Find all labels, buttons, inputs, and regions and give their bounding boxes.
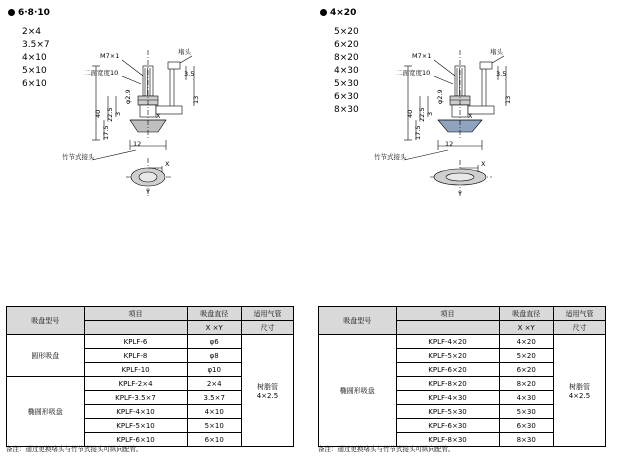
cell-dim: 4×20 [499, 335, 553, 349]
cell-dim: 3.5×7 [187, 391, 241, 405]
list-item: 5×30 [334, 79, 359, 89]
label-22-5: 22.5 [418, 107, 426, 122]
right-header-label: 4×20 [330, 8, 357, 18]
th-tube-line2: 尺寸 [241, 321, 293, 335]
cell-dim: 4×10 [187, 405, 241, 419]
cell-model: KPLF-10 [84, 363, 187, 377]
label-40: 40 [406, 109, 414, 118]
label-13: 13 [504, 95, 512, 104]
label-width-across-flats: 二面宽度10 [84, 69, 119, 77]
cell-dim: 8×20 [499, 377, 553, 391]
cell-dim: 5×20 [499, 349, 553, 363]
th-item-blank [396, 321, 499, 335]
cell-model: KPLF-5×30 [396, 405, 499, 419]
cell-model: KPLF-6×30 [396, 419, 499, 433]
th-model: 吸盘型号 [319, 307, 397, 335]
table-row [319, 335, 606, 349]
cell-dim: φ8 [187, 349, 241, 363]
left-drawing [0, 0, 312, 210]
label-12: 12 [445, 140, 454, 148]
cell-dim: 2×4 [187, 377, 241, 391]
cell-model: KPLF-3.5×7 [84, 391, 187, 405]
list-item: 3.5×7 [22, 40, 50, 50]
list-item: 2×4 [22, 27, 41, 37]
list-item: 6×10 [22, 79, 47, 89]
left-spec-table [6, 306, 294, 447]
th-item: 项目 [396, 307, 499, 321]
cell-model: KPLF-4×20 [396, 335, 499, 349]
th-item: 项目 [84, 307, 187, 321]
label-width-across-flats: 二面宽度10 [396, 69, 431, 77]
th-diameter-line1: 吸盘直径 [499, 307, 553, 321]
cell-dim: 5×30 [499, 405, 553, 419]
cell-model: KPLF-8×20 [396, 377, 499, 391]
label-12: 12 [133, 140, 142, 148]
th-diameter-line1: 吸盘直径 [187, 307, 241, 321]
label-3: 3 [426, 111, 434, 116]
cell-model: KPLF-8 [84, 349, 187, 363]
th-diameter-line2: X ×Y [187, 321, 241, 335]
group-label-oval: 椭圆形吸盘 [319, 335, 397, 447]
label-17-5: 17.5 [414, 125, 422, 140]
label-3: 3 [114, 111, 122, 116]
cell-tube [553, 335, 605, 447]
cell-tube-line1: 树脂管 [568, 382, 590, 391]
label-y-plan: Y [458, 190, 462, 198]
left-drawing-svg [0, 0, 312, 210]
cell-dim: 6×10 [187, 433, 241, 447]
cell-model: KPLF-6 [84, 335, 187, 349]
label-plug: 堵头 [490, 48, 503, 56]
label-barb-fitting: 竹节式接头 [62, 153, 95, 161]
list-item: 6×30 [334, 92, 359, 102]
label-3-5: 3.5 [184, 70, 195, 78]
cell-tube [241, 335, 293, 447]
label-40: 40 [94, 109, 102, 118]
cell-dim: 4×30 [499, 391, 553, 405]
list-item: 8×30 [334, 105, 359, 115]
cell-model: KPLF-2×4 [84, 377, 187, 391]
label-y-plan: Y [146, 188, 150, 196]
group-label-oval: 椭圆形吸盘 [7, 377, 85, 447]
th-diameter-line2: X ×Y [499, 321, 553, 335]
cell-model: KPLF-6×20 [396, 363, 499, 377]
right-drawing [312, 0, 624, 210]
cell-model: KPLF-8×30 [396, 433, 499, 447]
right-note: 备注：通过更换堵头与竹节式接头可纵向配管。 [318, 445, 455, 453]
label-thread: M7×1 [412, 52, 432, 60]
label-x-plan: X [165, 160, 170, 168]
right-spec-table [318, 306, 606, 447]
cell-model: KPLF-5×20 [396, 349, 499, 363]
cell-dim: φ6 [187, 335, 241, 349]
cell-tube-line2: 4×2.5 [568, 391, 591, 400]
th-tube-line1: 适用气管 [553, 307, 605, 321]
label-barb-fitting: 竹节式接头 [374, 153, 407, 161]
th-model: 吸盘型号 [7, 307, 85, 335]
list-item: 4×10 [22, 53, 47, 63]
th-tube-line2: 尺寸 [553, 321, 605, 335]
label-22-5: 22.5 [106, 107, 114, 122]
label-13: 13 [192, 95, 200, 104]
cell-tube-line2: 4×2.5 [256, 391, 279, 400]
cell-dim: 5×10 [187, 419, 241, 433]
label-x-side: X [156, 112, 161, 120]
label-3-5: 3.5 [496, 70, 507, 78]
th-tube-line1: 适用气管 [241, 307, 293, 321]
label-17-5: 17.5 [102, 125, 110, 140]
table-header-row [7, 307, 294, 321]
label-phi29: φ2.9 [124, 89, 132, 104]
left-header-label: 6·8·10 [18, 8, 50, 18]
label-plug: 堵头 [178, 48, 191, 56]
left-note: 备注：通过更换堵头与竹节式接头可纵向配管。 [6, 445, 143, 453]
label-phi29: φ2.9 [436, 89, 444, 104]
list-item: 5×20 [334, 27, 359, 37]
label-thread: M7×1 [100, 52, 120, 60]
group-label-round: 圆形吸盘 [7, 335, 85, 377]
cell-tube-line1: 树脂管 [256, 382, 278, 391]
cell-dim: 8×30 [499, 433, 553, 447]
th-item-blank [84, 321, 187, 335]
cell-dim: 6×20 [499, 363, 553, 377]
cell-model: KPLF-6×10 [84, 433, 187, 447]
cell-model: KPLF-4×30 [396, 391, 499, 405]
cell-dim: 6×30 [499, 419, 553, 433]
list-item: 6×20 [334, 40, 359, 50]
cell-dim: φ10 [187, 363, 241, 377]
table-header-row [319, 307, 606, 321]
right-drawing-svg [312, 0, 624, 210]
table-row [7, 335, 294, 349]
list-item: 5×10 [22, 66, 47, 76]
label-x-plan: X [481, 160, 486, 168]
cell-model: KPLF-4×10 [84, 405, 187, 419]
label-x-side: X [468, 112, 473, 120]
cell-model: KPLF-5×10 [84, 419, 187, 433]
list-item: 8×20 [334, 53, 359, 63]
list-item: 4×30 [334, 66, 359, 76]
